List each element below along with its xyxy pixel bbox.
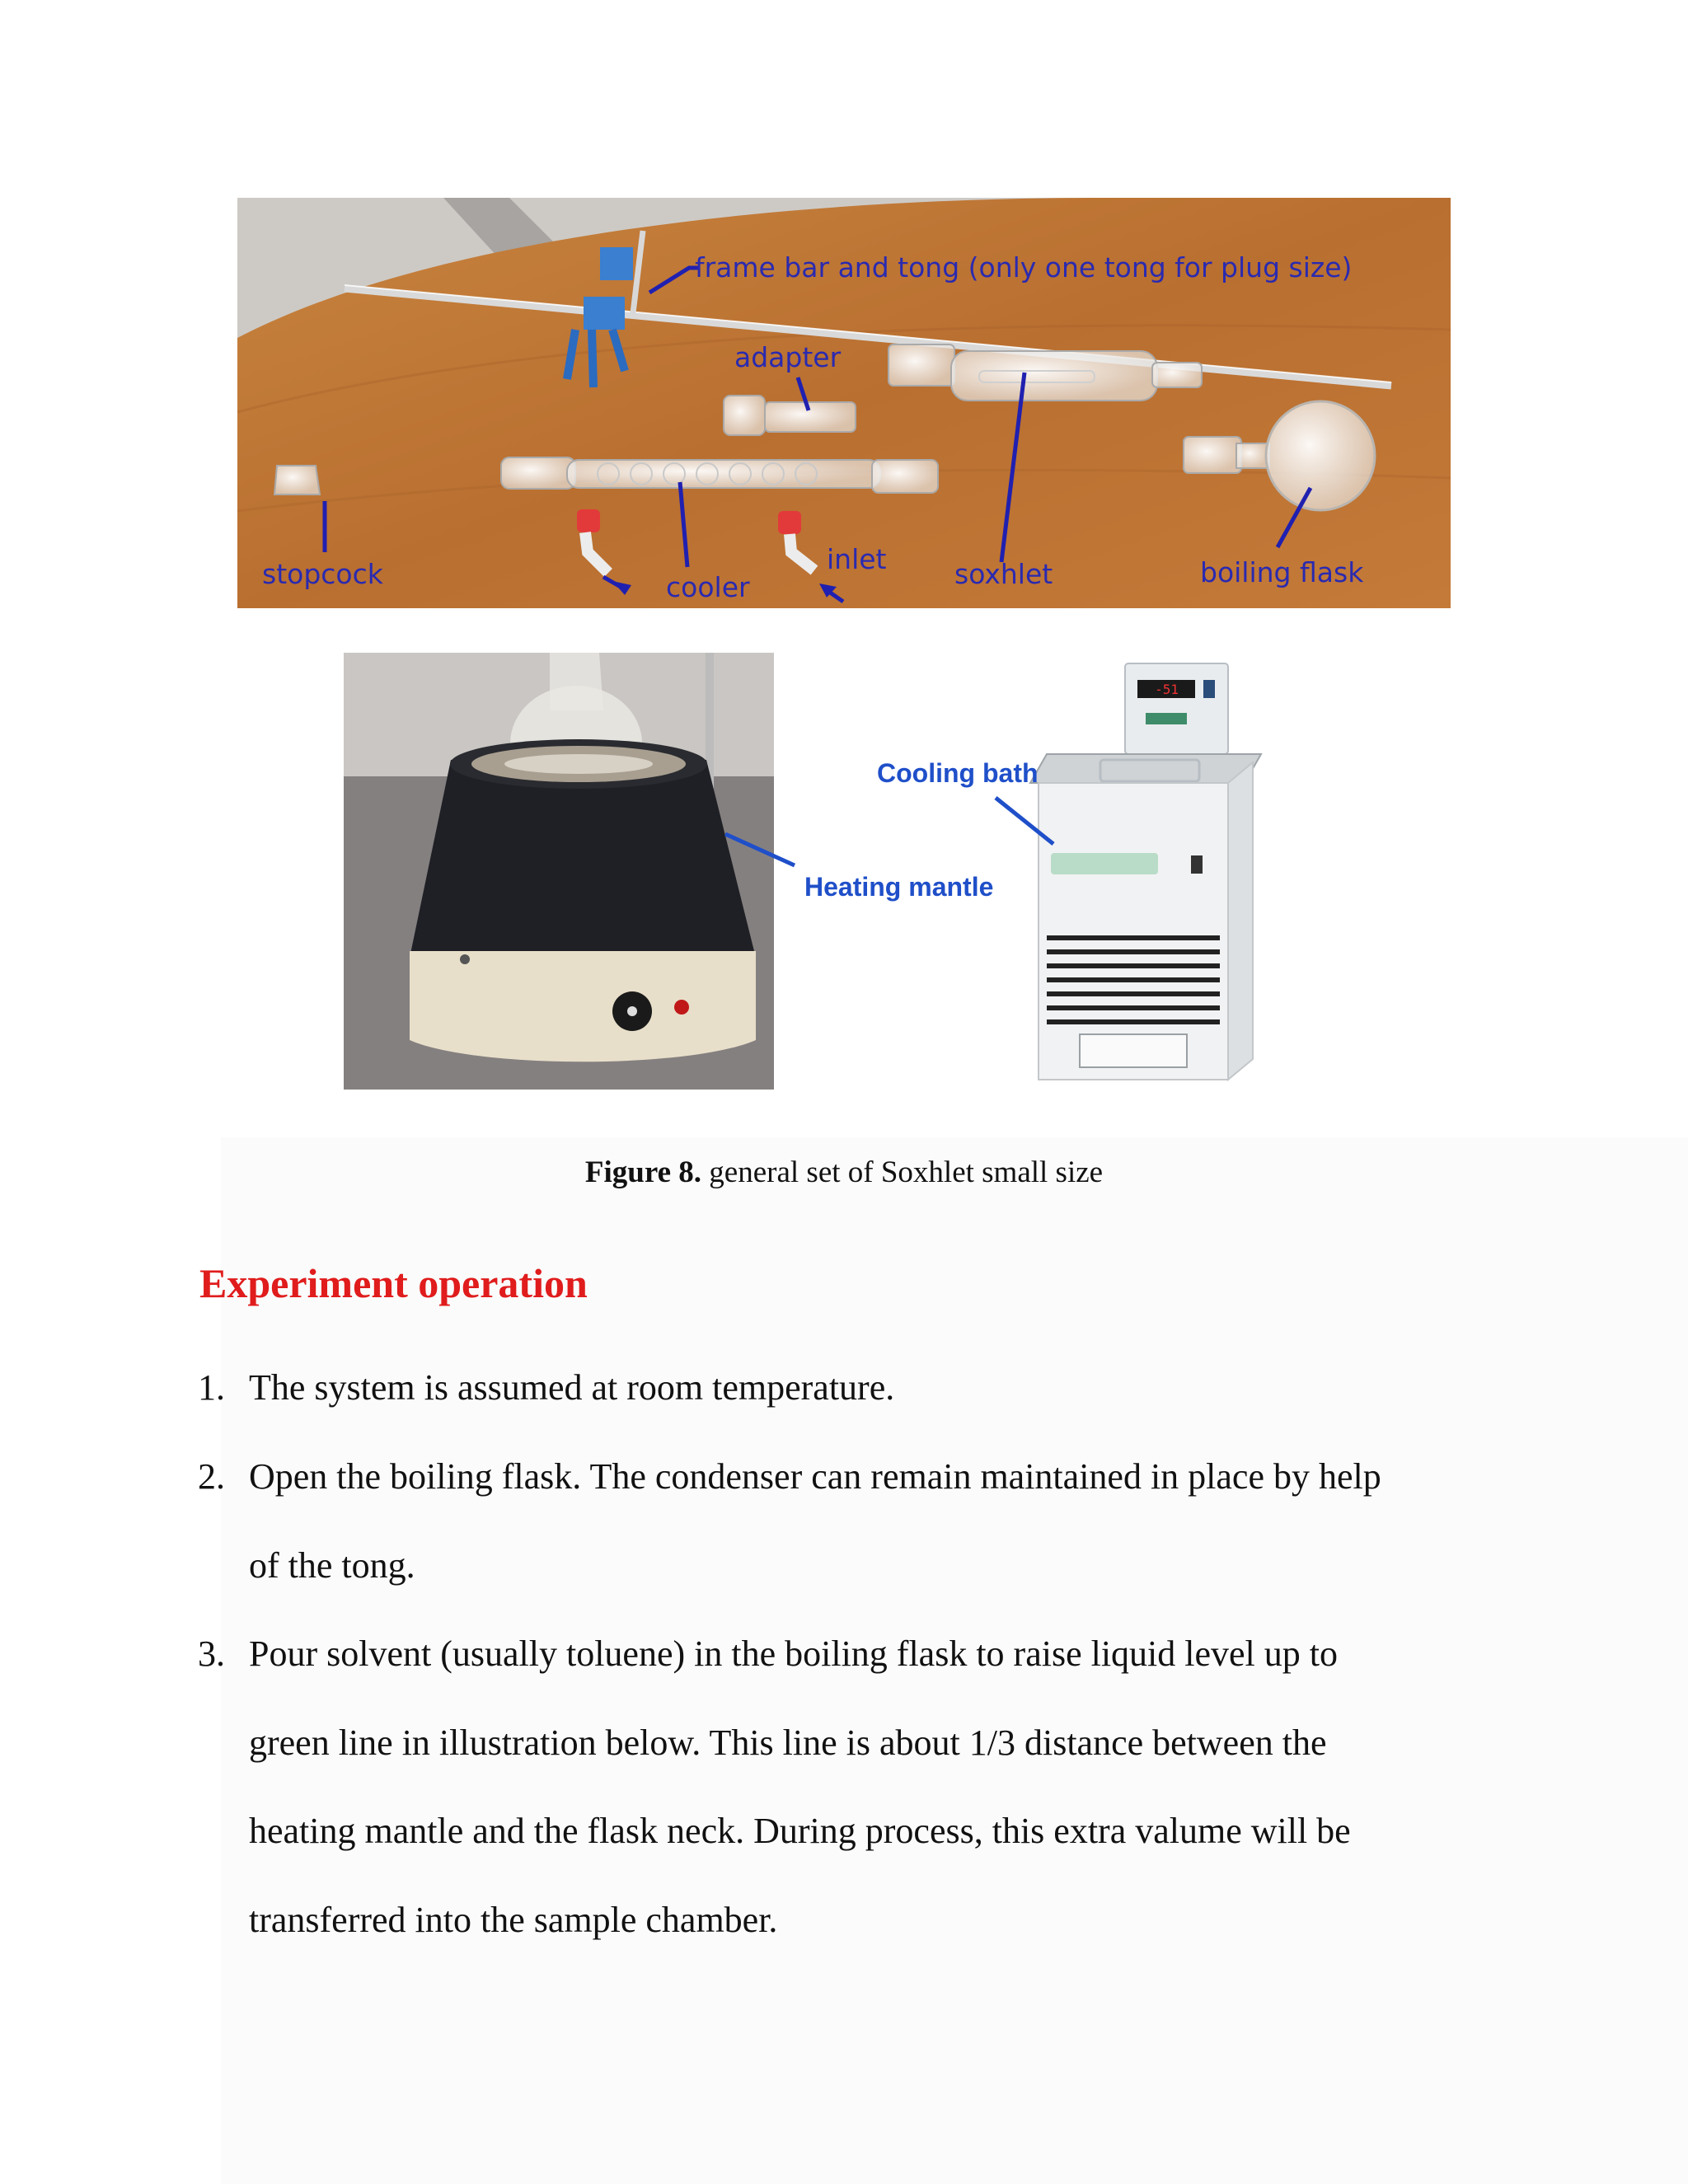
step-number: 1. — [198, 1367, 225, 1408]
cooling-bath-label: Cooling bath — [877, 758, 1039, 788]
step-text-line: The system is assumed at room temperature. — [249, 1367, 895, 1408]
step-text-line: Pour solvent (usually toluene) in the boiling flask to raise liquid level up to — [249, 1633, 1339, 1674]
heating-mantle-photo — [344, 653, 774, 1090]
figure-number: Figure 8. — [584, 1155, 702, 1189]
bath-display-value: -51 — [1155, 682, 1179, 697]
figure-caption-text: general set of Soxhlet small size — [701, 1155, 1104, 1189]
step-text-line: transferred into the sample chamber. — [249, 1900, 778, 1940]
step-number: 2. — [198, 1456, 225, 1497]
section-heading: Experiment operation — [199, 1260, 588, 1306]
frame-bar-label: frame bar and tong (only one tong for plug size) — [695, 251, 1353, 284]
step-text-line: heating mantle and the flask neck. During process, this extra valume will be — [249, 1811, 1351, 1851]
step-text-line: of the tong. — [249, 1545, 415, 1586]
figure-caption — [0, 1157, 1688, 1188]
step-text-line: Open the boiling flask. The condenser can remain maintained in place by help — [249, 1456, 1381, 1497]
step-text-line: green line in illustration below. This line is about 1/3 distance between the — [249, 1722, 1327, 1763]
cooler-label: cooler — [666, 571, 750, 603]
soxhlet-label: soxhlet — [954, 558, 1053, 590]
inlet-label: inlet — [827, 543, 887, 575]
adapter-label: adapter — [734, 341, 842, 373]
soxhlet-parts-photo — [237, 198, 1451, 608]
step-number: 3. — [198, 1633, 225, 1674]
stopcock-label: stopcock — [262, 558, 383, 590]
heating-mantle-label: Heating mantle — [804, 872, 994, 902]
cooling-bath-illustration — [1022, 651, 1269, 1088]
boiling-flask-label: boiling flask — [1200, 556, 1364, 588]
